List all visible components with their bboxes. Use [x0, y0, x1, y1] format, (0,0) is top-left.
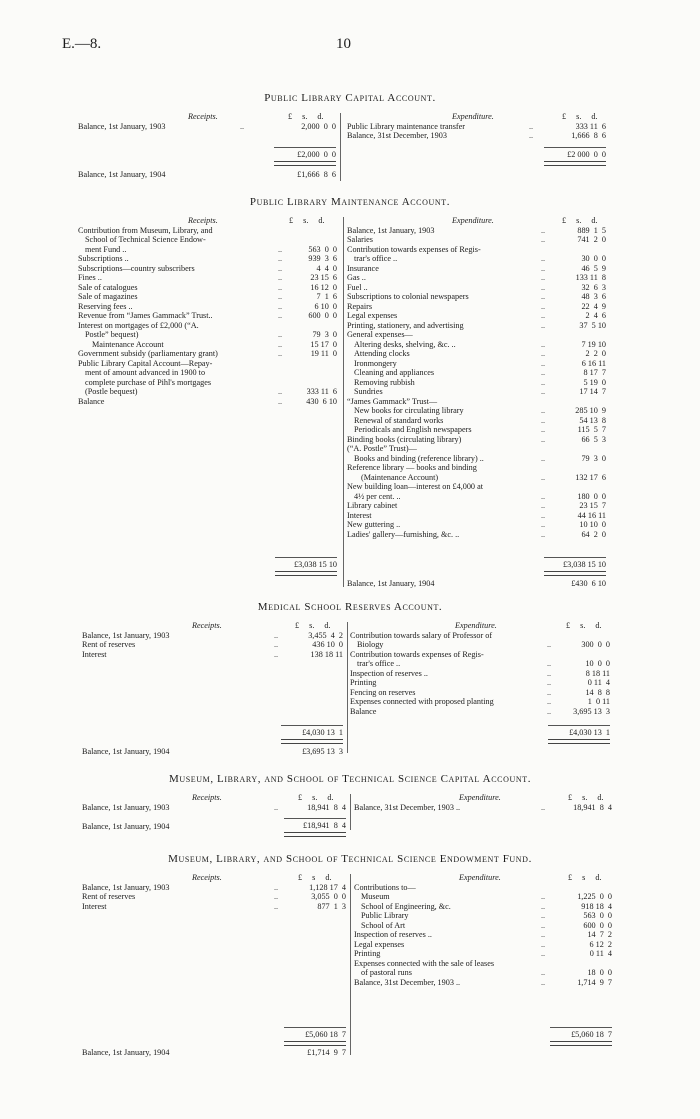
section-2-expenditure-leader: .. — [541, 320, 546, 330]
section-5-expenditure-label: Museum — [361, 892, 390, 901]
section-2-expenditure-leader: .. — [541, 292, 546, 301]
section-2-expenditure-amount: 17 14 7 — [579, 387, 606, 396]
section-1-title: Public Library Capital Account. — [264, 92, 436, 104]
section-2-receipts-amount: 4 4 0 — [316, 263, 337, 273]
section-5-expenditure-label: Balance, 31st December, 1903 .. — [354, 977, 461, 987]
section-2-expenditure-leader: .. — [541, 301, 546, 311]
section-2-receipts-amount: 19 11 0 — [310, 349, 337, 358]
section-2-expenditure-leader: .. — [541, 225, 546, 235]
section-2-expenditure-label: Balance, 1st January, 1903 — [347, 225, 435, 235]
section-2-expenditure-amount: 32 6 3 — [581, 282, 606, 292]
section-2-expenditure-amount: 2 2 0 — [585, 349, 606, 358]
section-1-lsd-left: £ s. d. — [288, 112, 324, 121]
section-2-receipts-label: Interest on mortgages of £2,000 (“A. — [78, 320, 199, 330]
section-1-expenditure-total-rule — [544, 147, 606, 148]
section-5-column-divider — [350, 874, 351, 1055]
section-2-expenditure-amount: 7 19 10 — [581, 339, 606, 349]
section-2-expenditure-label: Periodicals and English newspapers — [354, 425, 472, 434]
section-2-receipts-total: £3,038 15 10 — [294, 560, 337, 569]
section-2-expenditure-amount: 285 10 9 — [575, 406, 606, 415]
section-2-expenditure-amount: 23 15 7 — [579, 501, 606, 510]
section-3-receipts-total-underline — [281, 739, 343, 744]
section-2-expenditure-label: (Maintenance Account) — [361, 472, 439, 482]
section-2-expenditure-label: Fuel .. — [347, 282, 368, 292]
section-2-receipts-label: Contribution from Museum, Library, and — [78, 225, 213, 235]
section-2-expenditure-total-rule — [544, 557, 606, 558]
section-5-expenditure-leader: .. — [541, 930, 546, 939]
section-2-expenditure-leader: .. — [541, 368, 546, 377]
section-5-expenditure-leader: .. — [541, 892, 546, 901]
section-1-lsd-right: £ s. d. — [562, 112, 598, 121]
section-2-expenditure-label: Contribution towards expenses of Regis- — [347, 244, 481, 254]
section-2-receipts-leader: .. — [278, 254, 283, 263]
section-2-receipts-label: Sale of catalogues — [78, 282, 138, 292]
section-4-title: Museum, Library, and School of Technical Science Capital Account. — [168, 773, 532, 785]
section-3-expenditure-label: Contribution towards salary of Professor of — [350, 630, 493, 640]
section-5-receipts-label: Interest — [82, 901, 107, 911]
section-3-closing-amount: £3,695 13 3 — [302, 747, 343, 756]
section-2-receipts-label: Fines .. — [78, 273, 102, 282]
section-2-receipts-label: (Postle bequest) — [85, 387, 138, 396]
section-5-expenditure-amount: 563 0 0 — [583, 911, 612, 920]
section-2-receipts-label: ment of amount advanced in 1900 to — [85, 368, 206, 377]
section-5-closing-label: Balance, 1st January, 1904 — [82, 1048, 170, 1057]
section-2-receipts-amount: 333 11 6 — [306, 387, 337, 396]
section-2-receipts-amount: 563 0 0 — [308, 244, 337, 254]
section-2-expenditure-leader: .. — [541, 254, 546, 263]
section-2-expenditure-leader: .. — [541, 387, 546, 396]
section-5-expenditure-head: Expenditure. — [459, 873, 501, 882]
section-2-expenditure-amount: 66 5 3 — [581, 434, 606, 444]
section-2-expenditure-amount: 8 17 7 — [583, 368, 606, 377]
section-5-receipts-head: Receipts. — [192, 873, 222, 882]
section-5-expenditure-total-rule — [550, 1027, 612, 1028]
section-3-receipts-label: Interest — [82, 649, 107, 659]
section-2-closing-right-label: Balance, 1st January, 1904 — [347, 579, 435, 588]
section-2-expenditure-label: (“A. Postle” Trust)— — [347, 444, 417, 453]
section-2-expenditure-leader: .. — [541, 415, 546, 425]
section-2-receipts-leader: .. — [278, 244, 283, 254]
section-2-receipts-leader: .. — [278, 273, 283, 282]
section-2-expenditure-head: Expenditure. — [452, 216, 494, 225]
section-4-expenditure-label: Balance, 31st December, 1903 .. — [354, 802, 461, 812]
section-2-expenditure-amount: 133 11 8 — [575, 273, 606, 282]
section-2-receipts-amount: 16 12 0 — [310, 282, 337, 292]
section-2-receipts-leader: .. — [278, 349, 283, 358]
section-5-lsd-right: £ s d. — [568, 873, 602, 882]
section-5-expenditure-leader: .. — [541, 911, 546, 920]
section-5-receipts-label: Balance, 1st January, 1903 — [82, 882, 170, 892]
section-2-expenditure-label: Salaries — [347, 235, 373, 244]
section-2-expenditure-amount: 22 4 9 — [581, 301, 606, 311]
section-1-receipts-total: £2,000 0 0 — [297, 150, 336, 159]
section-3-expenditure-amount: 300 0 0 — [581, 640, 610, 649]
section-2-expenditure-label: Removing rubbish — [354, 377, 415, 387]
section-2-receipts-amount: 430 6 10 — [306, 396, 337, 406]
section-2-expenditure-amount: 2 4 6 — [585, 311, 606, 320]
section-1-receipts-label: Balance, 1st January, 1903 — [78, 121, 166, 131]
section-2-receipts-label: Public Library Capital Account—Repay- — [78, 358, 213, 368]
section-2-receipts-amount: 939 3 6 — [308, 254, 337, 263]
section-2-lsd-left: £ s. d. — [289, 216, 325, 225]
section-3-receipts-label: Balance, 1st January, 1903 — [82, 630, 170, 640]
section-5-expenditure-label: Inspection of reserves .. — [354, 930, 432, 939]
section-3-lsd-right: £ s. d. — [566, 621, 602, 630]
section-2-receipts-leader: .. — [278, 396, 283, 406]
section-3-expenditure-amount: 14 8 8 — [585, 687, 610, 697]
section-5-expenditure-leader: .. — [541, 920, 546, 930]
section-3-expenditure-label: Expenses connected with proposed planting — [350, 697, 494, 706]
section-1-receipts-total-underline — [274, 161, 336, 166]
section-2-lsd-right: £ s. d. — [562, 216, 598, 225]
section-5-receipts-total-underline — [284, 1041, 346, 1046]
section-5-receipts-amount: 3,055 0 0 — [311, 892, 346, 901]
section-5-expenditure-amount: 14 7 2 — [587, 930, 612, 939]
section-4-receipts-total-underline — [284, 832, 346, 837]
section-5-receipts-label: Rent of reserves — [82, 892, 136, 901]
section-2-expenditure-amount: 10 10 0 — [579, 520, 606, 529]
section-4-closing-label: Balance, 1st January, 1904 — [82, 822, 170, 831]
section-3-expenditure-label: Balance — [350, 706, 377, 716]
section-3-expenditure-leader: .. — [547, 687, 552, 697]
section-2-expenditure-label: Printing, stationery, and advertising — [347, 320, 464, 330]
section-2-receipts-leader: .. — [278, 387, 283, 396]
section-5-expenditure-label: Printing — [354, 949, 381, 958]
page-number: 10 — [336, 36, 351, 52]
section-2-expenditure-label: “James Gammack” Trust— — [347, 396, 438, 406]
section-2-expenditure-amount: 6 16 11 — [581, 358, 606, 368]
section-5-expenditure-amount: 0 11 4 — [589, 949, 612, 958]
section-2-receipts-leader: .. — [278, 263, 283, 273]
section-2-expenditure-label: Sundries — [354, 387, 383, 396]
section-5-expenditure-label: Legal expenses — [354, 939, 405, 949]
section-5-receipts-amount: 877 1 3 — [317, 901, 346, 911]
section-1-receipts-leader: .. — [240, 121, 245, 131]
section-2-expenditure-amount: 48 3 6 — [581, 292, 606, 301]
section-2-expenditure-leader: .. — [541, 263, 546, 273]
section-2-expenditure-label: New building loan—interest on £4,000 at — [347, 482, 483, 491]
section-1-receipts-head: Receipts. — [188, 112, 218, 121]
section-2-expenditure-leader: .. — [541, 339, 546, 349]
section-2-receipts-amount: 6 10 0 — [314, 301, 337, 311]
section-2-expenditure-label: trar's office .. — [354, 254, 398, 263]
section-1-column-divider — [340, 113, 341, 181]
section-2-expenditure-leader: .. — [541, 311, 546, 320]
section-4-receipts-leader: .. — [274, 802, 279, 812]
section-1-expenditure-amount: 1,666 8 6 — [571, 131, 606, 140]
section-2-receipts-amount: 7 1 6 — [316, 292, 337, 301]
section-2-expenditure-leader: .. — [541, 501, 546, 510]
section-2-expenditure-label: Cleaning and appliances — [354, 368, 435, 377]
section-2-expenditure-amount: 132 17 6 — [575, 472, 606, 482]
section-3-expenditure-head: Expenditure. — [455, 621, 497, 630]
section-2-expenditure-label: Renewal of standard works — [354, 415, 444, 425]
section-2-receipts-head: Receipts. — [188, 216, 218, 225]
section-3-expenditure-amount: 8 18 11 — [585, 668, 610, 678]
section-2-expenditure-leader: .. — [541, 235, 546, 244]
section-3-expenditure-leader: .. — [547, 659, 552, 668]
section-3-receipts-amount: 3,455 4 2 — [308, 630, 343, 640]
section-5-expenditure-label: of pastoral runs — [361, 968, 412, 977]
section-5-expenditure-leader: .. — [541, 968, 546, 977]
section-2-expenditure-leader: .. — [541, 520, 546, 529]
section-2-expenditure-leader: .. — [541, 529, 546, 539]
section-4-receipts-label: Balance, 1st January, 1903 — [82, 802, 170, 812]
section-1-expenditure-leader: .. — [529, 131, 534, 140]
section-2-expenditure-leader: .. — [541, 472, 546, 482]
section-2-title: Public Library Maintenance Account. — [249, 196, 451, 208]
section-3-expenditure-leader: .. — [547, 678, 552, 687]
section-2-receipts-leader: .. — [278, 339, 283, 349]
section-5-expenditure-amount: 600 0 0 — [583, 920, 612, 930]
section-2-expenditure-leader: .. — [541, 425, 546, 434]
section-2-receipts-label: Sale of magazines — [78, 292, 138, 301]
section-1-expenditure-label: Public Library maintenance transfer — [347, 121, 465, 131]
section-2-expenditure-label: Interest — [347, 510, 372, 520]
section-3-expenditure-leader: .. — [547, 697, 552, 706]
section-3-receipts-total: £4,030 13 1 — [302, 728, 343, 737]
section-3-expenditure-amount: 10 0 0 — [585, 659, 610, 668]
section-2-receipts-label: Balance — [78, 396, 105, 406]
section-2-expenditure-label: Books and binding (reference library) .. — [354, 453, 484, 463]
section-5-expenditure-total: £5,060 18 7 — [571, 1030, 612, 1039]
section-3-receipts-amount: 138 18 11 — [310, 649, 343, 659]
section-5-expenditure-amount: 6 12 2 — [589, 939, 612, 949]
section-4-column-divider — [350, 794, 351, 830]
section-4-expenditure-head: Expenditure. — [459, 793, 501, 802]
section-3-expenditure-label: Contribution towards expenses of Regis- — [350, 649, 484, 659]
section-2-receipts-label: Revenue from “James Gammack” Trust.. — [78, 311, 213, 320]
section-2-expenditure-total-underline — [544, 571, 606, 576]
section-2-expenditure-leader: .. — [541, 358, 546, 368]
section-2-expenditure-label: New books for circulating library — [354, 406, 464, 415]
section-1-expenditure-total: £2 000 0 0 — [567, 150, 606, 159]
section-2-closing-right-amount: £430 6 10 — [571, 579, 606, 588]
section-2-receipts-leader: .. — [278, 301, 283, 311]
section-2-receipts-label: Reserving fees .. — [78, 301, 133, 311]
section-5-expenditure-leader: .. — [541, 949, 546, 958]
section-2-expenditure-amount: 54 13 8 — [579, 415, 606, 425]
section-3-expenditure-total-underline — [548, 739, 610, 744]
section-2-expenditure-label: Binding books (circulating library) — [347, 434, 462, 444]
section-2-expenditure-leader: .. — [541, 453, 546, 463]
section-2-expenditure-label: General expenses— — [347, 330, 413, 339]
section-4-lsd-right: £ s. d. — [568, 793, 604, 802]
section-3-expenditure-leader: .. — [547, 668, 552, 678]
section-2-expenditure-label: Reference library — books and binding — [347, 463, 477, 472]
section-2-column-divider — [343, 217, 344, 587]
section-3-expenditure-amount: 1 0 11 — [587, 697, 610, 706]
section-2-expenditure-amount: 115 5 7 — [577, 425, 606, 434]
section-2-receipts-leader: .. — [278, 311, 283, 320]
section-3-closing-label: Balance, 1st January, 1904 — [82, 747, 170, 756]
section-3-expenditure-amount: 3,695 13 3 — [573, 706, 610, 716]
section-3-expenditure-label: Fencing on reserves — [350, 687, 416, 697]
section-2-expenditure-amount: 44 16 11 — [577, 510, 606, 520]
section-1-expenditure-total-underline — [544, 161, 606, 166]
section-5-title: Museum, Library, and School of Technical Science Endowment Fund. — [168, 853, 532, 865]
section-2-expenditure-label: 4½ per cent. .. — [354, 491, 401, 501]
section-5-closing-amount: £1,714 9 7 — [307, 1048, 346, 1057]
section-2-expenditure-amount: 37 5 10 — [579, 320, 606, 330]
section-5-expenditure-label: School of Art — [361, 920, 406, 930]
section-5-receipts-leader: .. — [274, 892, 279, 901]
section-3-expenditure-total-rule — [548, 725, 610, 726]
section-2-receipts-label: Subscriptions—country subscribers — [78, 263, 195, 273]
section-3-expenditure-amount: 0 11 4 — [587, 678, 610, 687]
section-5-expenditure-amount: 1,714 9 7 — [577, 977, 612, 987]
section-5-expenditure-leader: .. — [541, 977, 546, 987]
section-2-expenditure-total: £3,038 15 10 — [563, 560, 606, 569]
section-2-receipts-leader: .. — [278, 330, 283, 339]
section-2-receipts-label: Maintenance Account — [92, 339, 164, 349]
section-5-lsd-left: £ s d. — [298, 873, 332, 882]
section-3-receipts-leader: .. — [274, 649, 279, 659]
section-2-receipts-amount: 15 17 0 — [310, 339, 337, 349]
section-2-expenditure-leader: .. — [541, 434, 546, 444]
section-3-expenditure-label: Inspection of reserves .. — [350, 668, 428, 678]
section-2-expenditure-amount: 741 2 0 — [577, 235, 606, 244]
section-4-receipts-amount: 18,941 8 4 — [307, 802, 346, 812]
section-2-expenditure-label: Gas .. — [347, 273, 366, 282]
section-2-receipts-label: School of Technical Science Endow- — [85, 235, 206, 244]
section-2-expenditure-leader: .. — [541, 491, 546, 501]
section-1-expenditure-label: Balance, 31st December, 1903 — [347, 131, 447, 140]
section-4-receipts-total-rule — [284, 818, 346, 819]
section-4-receipts-head: Receipts. — [192, 793, 222, 802]
section-2-receipts-amount: 23 15 6 — [310, 273, 337, 282]
section-1-closing-label: Balance, 1st January, 1904 — [78, 170, 166, 179]
section-5-expenditure-label: School of Engineering, &c. — [361, 901, 451, 911]
section-1-expenditure-head: Expenditure. — [452, 112, 494, 121]
section-2-expenditure-amount: 46 5 9 — [581, 263, 606, 273]
section-2-expenditure-label: Ladies' gallery—furnishing, &c. .. — [347, 529, 460, 539]
section-2-expenditure-leader: .. — [541, 510, 546, 520]
section-2-expenditure-leader: .. — [541, 377, 546, 387]
section-1-expenditure-amount: 333 11 6 — [575, 121, 606, 131]
section-3-expenditure-label: Printing — [350, 678, 377, 687]
section-1-receipts-total-rule — [274, 147, 336, 148]
section-3-title: Medical School Reserves Account. — [257, 601, 443, 613]
section-5-expenditure-total-underline — [550, 1041, 612, 1046]
section-3-receipts-total-rule — [281, 725, 343, 726]
section-2-expenditure-label: Ironmongery — [354, 358, 397, 368]
section-2-expenditure-amount: 5 19 0 — [583, 377, 606, 387]
section-1-expenditure-leader: .. — [529, 121, 534, 131]
section-5-expenditure-label: Contributions to— — [354, 882, 416, 892]
section-2-expenditure-amount: 30 0 0 — [581, 254, 606, 263]
section-3-expenditure-label: Biology — [357, 640, 384, 649]
section-5-expenditure-amount: 18 0 0 — [587, 968, 612, 977]
section-3-lsd-left: £ s. d. — [295, 621, 331, 630]
section-5-receipts-total-rule — [284, 1027, 346, 1028]
section-2-receipts-leader: .. — [278, 292, 283, 301]
section-2-expenditure-label: Library cabinet — [347, 501, 398, 510]
section-3-column-divider — [347, 622, 348, 753]
section-2-receipts-label: complete purchase of Pihl's mortgages — [85, 377, 212, 387]
section-2-receipts-amount: 600 0 0 — [308, 311, 337, 320]
section-2-expenditure-label: New guttering .. — [347, 520, 401, 529]
section-3-expenditure-total: £4,030 13 1 — [569, 728, 610, 737]
section-2-expenditure-amount: 889 1 5 — [577, 225, 606, 235]
section-4-receipts-total: £18,941 8 4 — [303, 821, 346, 830]
section-5-expenditure-amount: 918 18 4 — [581, 901, 612, 911]
section-2-expenditure-label: Subscriptions to colonial newspapers — [347, 292, 469, 301]
section-2-expenditure-label: Altering desks, shelving, &c. .. — [354, 339, 456, 349]
section-4-expenditure-leader: .. — [541, 802, 546, 812]
section-3-receipts-leader: .. — [274, 630, 279, 640]
section-2-expenditure-leader: .. — [541, 273, 546, 282]
section-3-receipts-leader: .. — [274, 640, 279, 649]
section-1-closing-amount: £1,666 8 6 — [297, 170, 336, 179]
section-1-receipts-amount: 2,000 0 0 — [301, 121, 336, 131]
section-2-receipts-label: Postle” bequest) — [85, 330, 139, 339]
section-2-expenditure-label: Insurance — [347, 263, 379, 273]
section-3-receipts-amount: 436 10 0 — [312, 640, 343, 649]
section-2-receipts-amount: 79 3 0 — [312, 330, 337, 339]
section-2-receipts-total-rule — [275, 557, 337, 558]
section-5-receipts-total: £5,060 18 7 — [305, 1030, 346, 1039]
section-2-expenditure-leader: .. — [541, 282, 546, 292]
section-2-expenditure-leader: .. — [541, 406, 546, 415]
section-3-expenditure-label: trar's office .. — [357, 659, 401, 668]
section-5-expenditure-label: Public Library — [361, 911, 409, 920]
section-5-receipts-leader: .. — [274, 882, 279, 892]
section-2-expenditure-leader: .. — [541, 349, 546, 358]
page-header-code: E.—8. — [62, 36, 102, 52]
section-2-receipts-label: Subscriptions .. — [78, 254, 129, 263]
section-2-expenditure-label: Attending clocks — [354, 349, 410, 358]
section-5-expenditure-leader: .. — [541, 939, 546, 949]
section-2-receipts-leader: .. — [278, 282, 283, 292]
section-2-expenditure-label: Repairs — [347, 301, 373, 311]
section-5-expenditure-amount: 1,225 0 0 — [577, 892, 612, 901]
section-3-expenditure-leader: .. — [547, 640, 552, 649]
section-2-receipts-label: Government subsidy (parliamentary grant) — [78, 349, 218, 358]
section-3-receipts-label: Rent of reserves — [82, 640, 136, 649]
section-5-expenditure-leader: .. — [541, 901, 546, 911]
section-5-expenditure-label: Expenses connected with the sale of leases — [354, 958, 495, 968]
section-2-receipts-total-underline — [275, 571, 337, 576]
section-3-receipts-head: Receipts. — [192, 621, 222, 630]
section-4-expenditure-amount: 18,941 8 4 — [573, 802, 612, 812]
section-2-expenditure-label: Legal expenses — [347, 311, 398, 320]
section-5-receipts-leader: .. — [274, 901, 279, 911]
section-5-receipts-amount: 1,128 17 4 — [309, 882, 346, 892]
section-2-expenditure-amount: 180 0 0 — [577, 491, 606, 501]
section-3-expenditure-leader: .. — [547, 706, 552, 716]
section-2-receipts-label: ment Fund .. — [85, 244, 127, 254]
section-2-expenditure-amount: 79 3 0 — [581, 453, 606, 463]
section-4-lsd-left: £ s. d. — [298, 793, 334, 802]
section-2-expenditure-amount: 64 2 0 — [581, 529, 606, 539]
